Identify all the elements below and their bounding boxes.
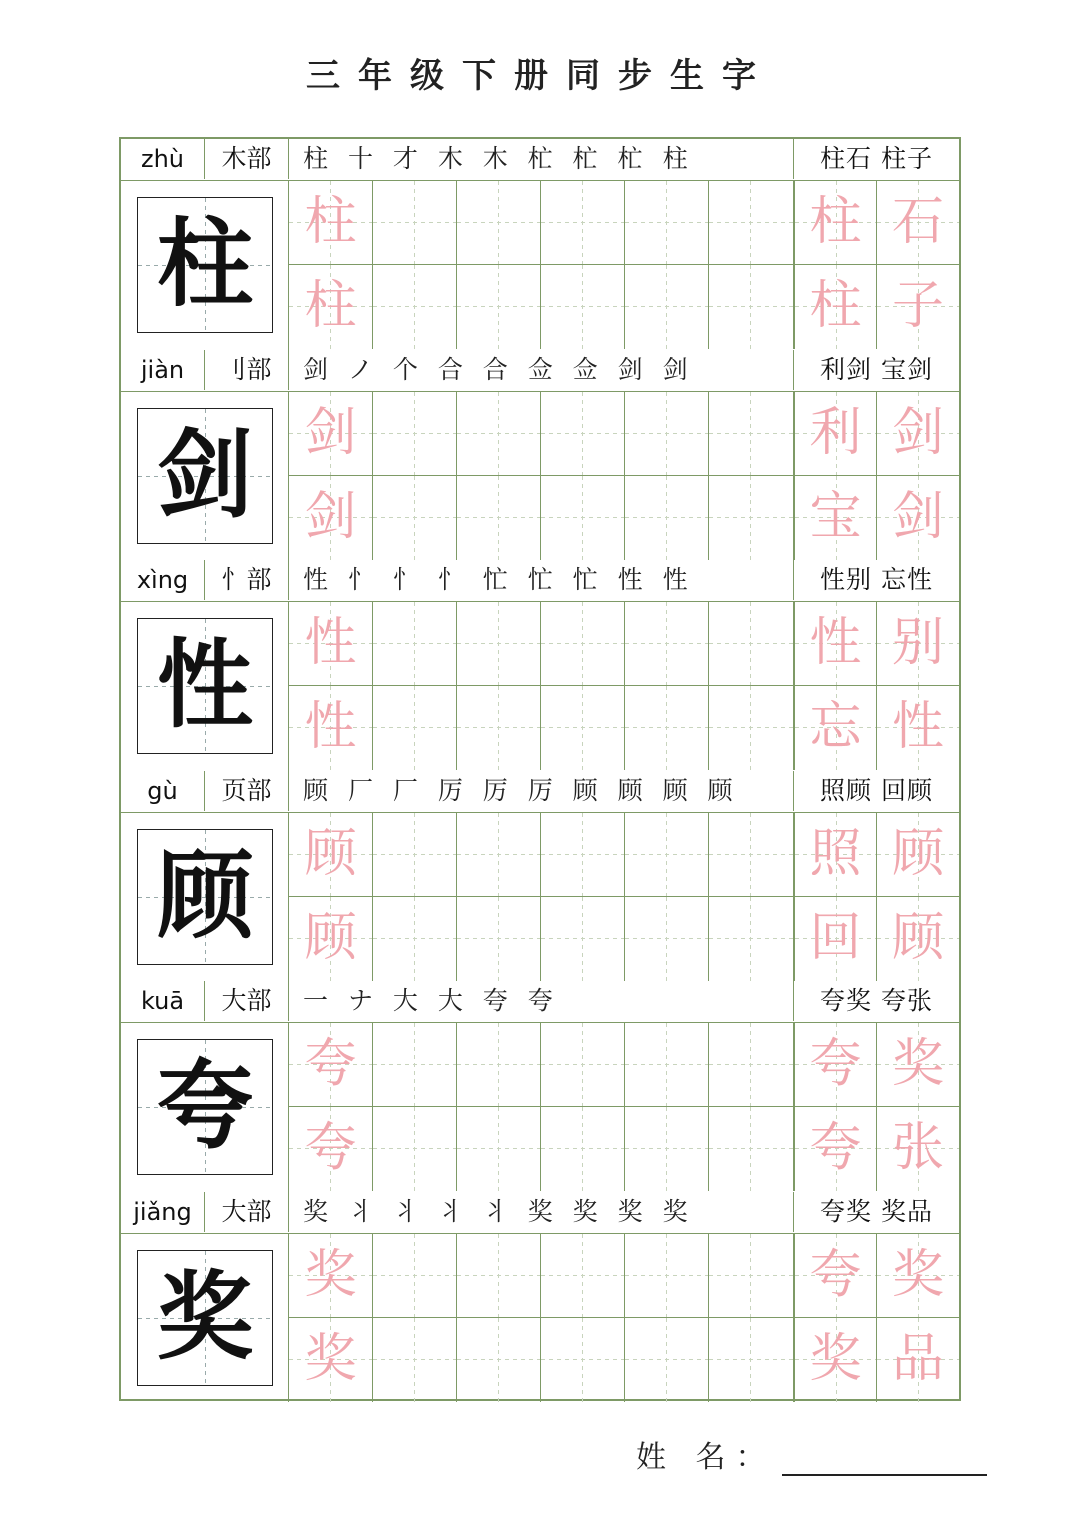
char-block: [121, 981, 959, 1192]
word-trace-char: 柱: [794, 265, 877, 349]
trace-char: 性: [289, 602, 373, 686]
practice-cell[interactable]: [373, 813, 457, 897]
practice-cell[interactable]: [625, 1318, 709, 1402]
stroke-order: [289, 981, 794, 1021]
practice-cell[interactable]: [457, 813, 541, 897]
practice-grid: [289, 1023, 959, 1192]
model-char-cell: [121, 602, 289, 771]
practice-cell[interactable]: [457, 1234, 541, 1318]
practice-cell[interactable]: [625, 476, 709, 560]
practice-cell[interactable]: [457, 392, 541, 476]
practice-grid: [289, 1234, 959, 1403]
pinyin-text: jiǎng: [133, 1197, 192, 1226]
word-trace-char: 照: [794, 813, 877, 897]
practice-cell[interactable]: [709, 265, 794, 349]
practice-cell[interactable]: [625, 265, 709, 349]
radical-label: 刂部: [205, 350, 289, 390]
word-examples: 照顾 回顾: [820, 775, 933, 805]
practice-cell[interactable]: [709, 476, 794, 560]
pinyin-text: xìng: [136, 566, 189, 594]
practice-cell[interactable]: [457, 1023, 541, 1107]
practice-cell[interactable]: [457, 602, 541, 686]
practice-cell[interactable]: [541, 1234, 625, 1318]
model-char: 顾: [137, 829, 273, 965]
stroke-sequence: 性 忄 忄 忄 忙 忙 忙 性 性: [303, 565, 694, 594]
radical-label: 页部: [205, 771, 289, 811]
word-trace-char: 顾: [877, 897, 959, 981]
word-trace-char: 回: [794, 897, 877, 981]
trace-char: 奖: [289, 1318, 373, 1402]
word-trace-char: 奖: [877, 1023, 959, 1107]
stroke-sequence: 一 ナ 大 大 夸 夸: [303, 986, 559, 1015]
practice-sheet: [119, 137, 961, 1401]
practice-cell[interactable]: [709, 686, 794, 770]
word-trace-char: 性: [877, 686, 959, 770]
pinyin-label: [121, 981, 205, 1021]
char-header: [121, 771, 959, 813]
model-char: 性: [137, 618, 273, 754]
word-examples: 夸奖 奖品: [820, 1196, 933, 1226]
practice-cell[interactable]: [373, 265, 457, 349]
stroke-sequence: 顾 厂 厂 厉 厉 厉 顾 顾 顾 顾: [303, 775, 739, 805]
practice-cell[interactable]: [373, 476, 457, 560]
practice-grid: [289, 813, 959, 982]
model-char: 奖: [137, 1250, 273, 1386]
practice-cell[interactable]: [541, 897, 625, 981]
model-char-cell: [121, 181, 289, 350]
practice-cell[interactable]: [541, 1023, 625, 1107]
practice-cell[interactable]: [541, 1318, 625, 1402]
practice-cell[interactable]: [541, 813, 625, 897]
practice-cell[interactable]: [709, 897, 794, 981]
name-field: [636, 1432, 987, 1476]
model-char-cell: [121, 813, 289, 982]
pinyin-text: jiàn: [140, 355, 185, 384]
practice-cell[interactable]: [541, 602, 625, 686]
practice-cell[interactable]: [709, 1107, 794, 1191]
pinyin-text: zhù: [140, 145, 185, 173]
word-trace-char: 奖: [794, 1318, 877, 1402]
trace-char: 柱: [289, 181, 373, 265]
practice-cell[interactable]: [457, 1107, 541, 1191]
word-trace-char: 柱: [794, 181, 877, 265]
model-char-cell: [121, 1234, 289, 1403]
practice-cell[interactable]: [709, 602, 794, 686]
practice-cell[interactable]: [625, 686, 709, 770]
trace-char: 剑: [289, 476, 373, 560]
word-trace-char: 忘: [794, 686, 877, 770]
practice-grid: [289, 181, 959, 350]
practice-cell[interactable]: [457, 897, 541, 981]
word-trace-char: 夸: [794, 1234, 877, 1318]
pinyin-label: [121, 771, 205, 811]
practice-cell[interactable]: [541, 476, 625, 560]
stroke-sequence: 剑 ノ 个 合 合 佥 佥 剑 剑: [303, 354, 694, 384]
page-title: 三年级下册同步生字: [306, 56, 774, 96]
word-trace-char: 性: [794, 602, 877, 686]
word-trace-char: 剑: [877, 392, 959, 476]
trace-char: 夸: [289, 1107, 373, 1191]
pinyin-label: [121, 560, 205, 600]
practice-cell[interactable]: [709, 1318, 794, 1402]
char-header: [121, 139, 959, 181]
model-char-cell: [121, 392, 289, 561]
word-examples: 性别 忘性: [820, 565, 933, 594]
word-trace-char: 品: [877, 1318, 959, 1402]
char-block: [121, 139, 959, 350]
stroke-order: [289, 771, 794, 811]
pinyin-label: [121, 139, 205, 179]
char-header: [121, 560, 959, 602]
name-blank[interactable]: [782, 1444, 987, 1476]
practice-cell[interactable]: [373, 392, 457, 476]
practice-cell[interactable]: [709, 1234, 794, 1318]
practice-cell[interactable]: [373, 181, 457, 265]
stroke-order: [289, 1192, 794, 1232]
practice-cell[interactable]: [625, 602, 709, 686]
word-trace-char: 石: [877, 181, 959, 265]
practice-cell[interactable]: [709, 181, 794, 265]
pinyin-text: kuā: [140, 987, 185, 1015]
word-examples: 夸奖 夸张: [820, 986, 933, 1015]
practice-grid: [289, 602, 959, 771]
char-block: [121, 560, 959, 771]
stroke-sequence: 奖 丬 丬 丬 丬 奖 奖 奖 奖: [303, 1196, 694, 1226]
char-header: [121, 350, 959, 392]
practice-cell[interactable]: [625, 897, 709, 981]
word-trace-char: 夸: [794, 1023, 877, 1107]
word-trace-char: 顾: [877, 813, 959, 897]
char-block: [121, 1192, 959, 1403]
radical-label: 大部: [205, 981, 289, 1021]
char-header: [121, 1192, 959, 1234]
word-trace-char: 别: [877, 602, 959, 686]
pinyin-label: [121, 350, 205, 390]
practice-cell[interactable]: [625, 813, 709, 897]
practice-cell[interactable]: [541, 181, 625, 265]
trace-char: 顾: [289, 897, 373, 981]
practice-cell[interactable]: [373, 897, 457, 981]
trace-char: 顾: [289, 813, 373, 897]
stroke-order: [289, 139, 794, 179]
word-trace-char: 奖: [877, 1234, 959, 1318]
char-block: [121, 350, 959, 561]
radical-label: 木部: [205, 139, 289, 179]
trace-char: 夸: [289, 1023, 373, 1107]
practice-cell[interactable]: [541, 686, 625, 770]
practice-cell[interactable]: [373, 686, 457, 770]
practice-cell[interactable]: [625, 1234, 709, 1318]
practice-grid: [289, 392, 959, 561]
word-trace-char: 张: [877, 1107, 959, 1191]
practice-cell[interactable]: [709, 813, 794, 897]
word-trace-char: 夸: [794, 1107, 877, 1191]
practice-cell[interactable]: [625, 392, 709, 476]
model-char: 柱: [137, 197, 273, 333]
char-header: [121, 981, 959, 1023]
stroke-order: [289, 560, 794, 600]
model-char: 夸: [137, 1039, 273, 1175]
radical-label: 忄部: [205, 560, 289, 600]
word-trace-char: 剑: [877, 476, 959, 560]
stroke-sequence: 柱 十 才 木 木 杧 杧 杧 柱: [303, 144, 694, 173]
practice-cell[interactable]: [373, 1318, 457, 1402]
practice-cell[interactable]: [373, 1234, 457, 1318]
practice-cell[interactable]: [373, 602, 457, 686]
practice-cell[interactable]: [541, 265, 625, 349]
radical-label: 大部: [205, 1192, 289, 1232]
practice-cell[interactable]: [541, 392, 625, 476]
practice-cell[interactable]: [709, 1023, 794, 1107]
name-label: 姓 名：: [636, 1440, 776, 1475]
model-char-cell: [121, 1023, 289, 1192]
word-trace-char: 利: [794, 392, 877, 476]
practice-cell[interactable]: [625, 1023, 709, 1107]
practice-cell[interactable]: [457, 686, 541, 770]
pinyin-label: [121, 1192, 205, 1232]
char-block: [121, 771, 959, 982]
practice-cell[interactable]: [457, 1318, 541, 1402]
practice-cell[interactable]: [709, 392, 794, 476]
trace-char: 柱: [289, 265, 373, 349]
practice-cell[interactable]: [625, 181, 709, 265]
practice-cell[interactable]: [373, 1107, 457, 1191]
practice-cell[interactable]: [373, 1023, 457, 1107]
word-trace-char: 子: [877, 265, 959, 349]
practice-cell[interactable]: [625, 1107, 709, 1191]
pinyin-text: gù: [147, 776, 178, 805]
stroke-order: [289, 350, 794, 390]
trace-char: 奖: [289, 1234, 373, 1318]
practice-cell[interactable]: [541, 1107, 625, 1191]
trace-char: 剑: [289, 392, 373, 476]
model-char: 剑: [137, 408, 273, 544]
practice-cell[interactable]: [457, 476, 541, 560]
word-trace-char: 宝: [794, 476, 877, 560]
word-examples: 柱石 柱子: [820, 144, 933, 173]
practice-cell[interactable]: [457, 265, 541, 349]
trace-char: 性: [289, 686, 373, 770]
practice-cell[interactable]: [457, 181, 541, 265]
word-examples: 利剑 宝剑: [820, 354, 933, 384]
